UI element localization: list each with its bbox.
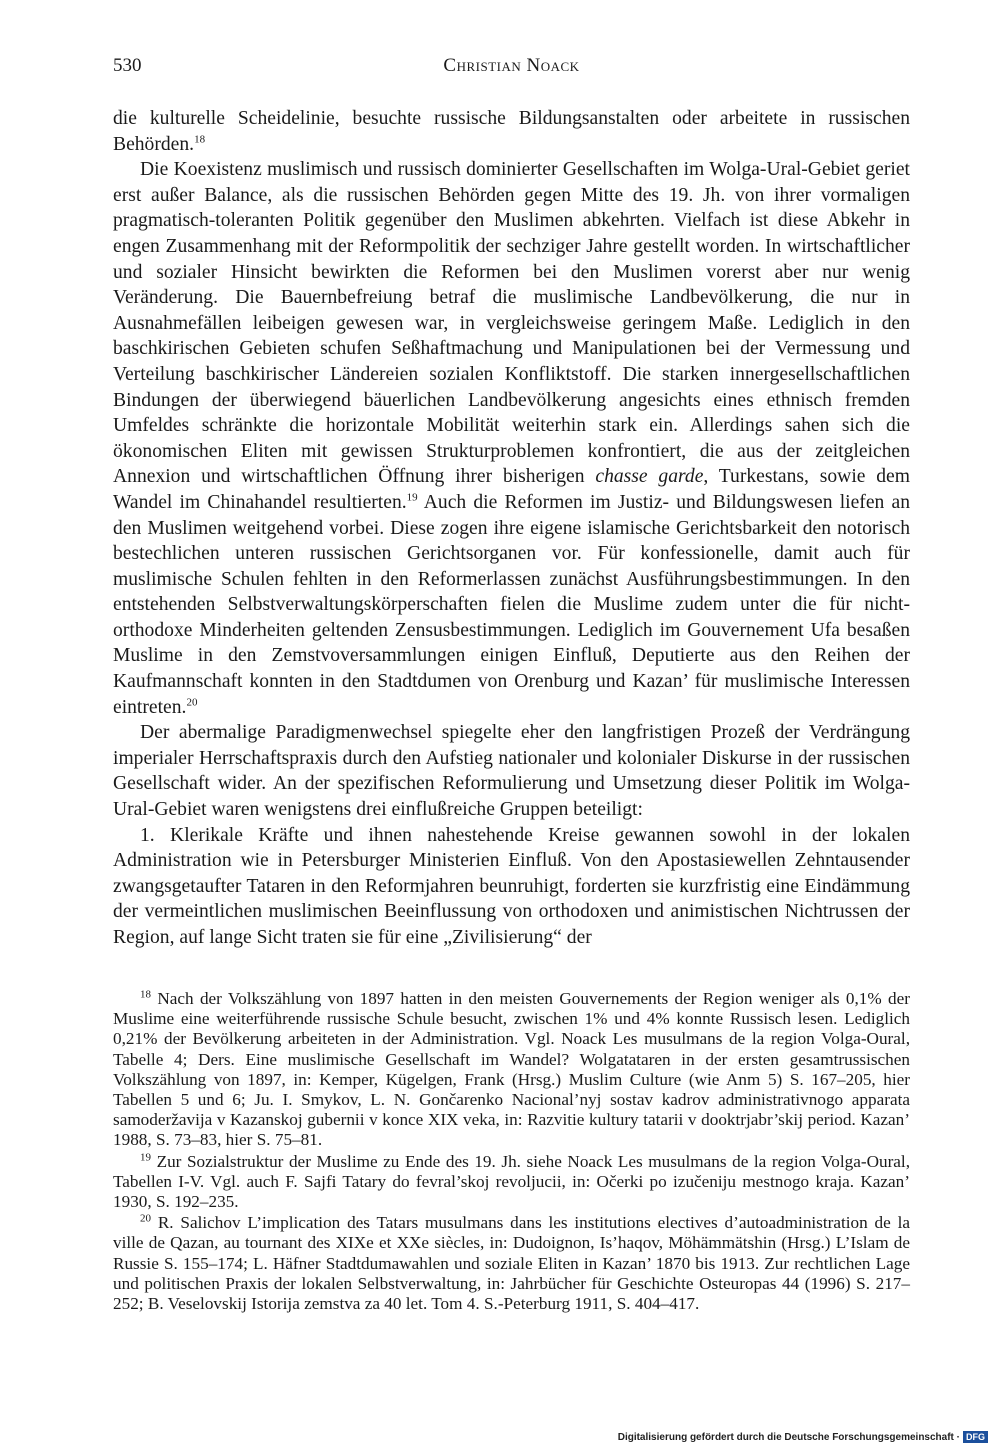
page-number: 530 xyxy=(113,55,142,76)
running-header xyxy=(113,55,910,83)
credit-text: Digitalisierung gefördert durch die Deutsche Forschungsgemeinschaft · xyxy=(617,1431,960,1443)
footnotes xyxy=(113,989,910,1314)
footnote: $^{19}$ Zur Sozialstruktur der Muslime zu Ende des 19. Jh. siehe Noack Les musulmans de la region Volga-Oural, Tabellen I-V. Vgl. auch F. Sajfi Tatary do fevral’skoj revoljucii, in: Očerki po izučeniju mestnogo kraja. Kazan’ 1930, S. 192–235. xyxy=(113,1150,910,1212)
digitization-credit xyxy=(618,1431,988,1443)
paragraph: die kulturelle Scheidelinie, besuchte russische Bildungsanstalten oder arbeitete in russischen Behörden.$^{18}$ xyxy=(113,108,910,155)
footnote-number: 20 xyxy=(140,1212,151,1225)
body-text xyxy=(113,106,910,951)
dfg-logo: DFG xyxy=(963,1431,988,1443)
footnote-number: 19 xyxy=(140,1150,151,1163)
paragraph: 1. Klerikale Kräfte und ihnen nahestehende Kreise gewannen sowohl in der lokalen Administration wie in Petersburger Ministerien Einfluß. Von den Apostasiewellen Zehntausender zwangsgetaufter Tataren in den Reformjahren beunruhigt, forderten sie kurzfristig eine Eindämmung der vermeintlichen muslimischen Beeinflussung von orthodoxen und animistischen Nichtrussen der Region, auf lange Sicht traten sie für eine „Zivilisierung“ der xyxy=(113,824,910,948)
footnote-ref: 19 xyxy=(406,491,418,504)
footnote-ref: 20 xyxy=(186,696,198,709)
italic-phrase: chasse garde xyxy=(595,466,704,488)
footnote-ref: 18 xyxy=(194,133,206,146)
footnote: $^{20}$ R. Salichov L’implication des Tatars musulmans dans les institutions electives d’autoadministration de la ville de Qazan, au tournant des XIXe et XXe siècles, in: Dudoignon, Is’haqov, Möhämmätshin (Hrsg.) L’Islam de Russie S. 155–174; L. Häfner Stadtdumawahlen und soziale Eliten in Kazan’ 1870 bis 1913. Zur rechtlichen Lage und politischen Praxis der lokalen Selbstverwaltung, in: Jahrbücher für Geschichte Osteuropas 44 (1996) S. 217–252; B. Veselovskij Istorija zemstva za 40 let. Tom 4. S.-Peterburg 1911, S. 404–417. xyxy=(113,1212,910,1314)
paragraph: Die Koexistenz muslimisch und russisch dominierter Gesellschaften im Wolga-Ural-Gebiet geriet erst außer Balance, als die russischen Behörden gegen Mitte des 19. Jh. von ihrer vormaligen pragmatisch-toleranten Politik gegenüber den Muslimen abkehrten. Vielfach ist diese Abkehr in engen Zusammenhang mit der Reformpolitik der sechziger Jahre gestellt worden. In wirtschaftlicher und sozialer Hinsicht bewirkten die Reformen bei den Muslimen vorerst aber nur wenig Veränderung. Die Bauernbefreiung betraf die muslimische Landbevölkerung, die nur in Ausnahmefällen leibeigen gewesen war, in vergleichsweise geringem Maße. Lediglich in den baschkirischen Gebieten schufen Seßhaftmachung und Manipulationen bei der Vermessung und Verteilung baschkirischer Ländereien sozialen Konfliktstoff. Die starken innergesellschaftlichen Bindungen der überwiegend bäuerlichen Landbevölkerung angesichts eines ethnisch fremden Umfeldes schränkte die horizontale Mobilität weiterhin stark ein. Allerdings sahen sich die ökonomischen Eliten mit gewissen Strukturproblemen konfrontiert, die aus der zeitgleichen Annexion und wirtschaftlichen Öffnung ihrer bisherigen chasse garde, Turkestans, sowie dem Wandel im Chinahandel resultierten.$^{19}$ Auch die Reformen im Justiz- und Bildungswesen liefen an den Muslimen weitgehend vorbei. Diese zogen ihre eigene islamische Gerichtsbarkeit den notorisch bestechlichen unteren russischen Gerichtsorganen vor. Für konfessionelle, damit auch für muslimische Schulen fehlten in den Reformerlassen zunächst Ausführungsbestimmungen. In den entstehenden Selbstverwaltungskörperschaften fielen die Muslime zudem unter die für nicht-orthodoxe Minderheiten geltenden Zensusbestimmungen. Lediglich im Gouvernement Ufa besaßen Muslime in den Zemstvoversammlungen einigen Einfluß, Deputierte aus den Reihen der Kaufmannschaft konnten in den Stadtdumen von Orenburg und Kazan’ für muslimische Interessen eintreten.$^{20}$ xyxy=(113,159,910,718)
paragraph: Der abermalige Paradigmenwechsel spiegelte eher den langfristigen Prozeß der Verdrängung imperialer Herrschaftspraxis durch den Aufstieg nationaler und kolonialer Diskurse in der russischen Gesellschaft wider. An der spezifischen Reformulierung und Umsetzung dieser Politik im Wolga-Ural-Gebiet waren wenigstens drei einflußreiche Gruppen beteiligt: xyxy=(113,722,910,821)
footnote: $^{18}$ Nach der Volkszählung von 1897 hatten in den meisten Gouvernements der Region weniger als 0,1% der Muslime eine weiterführende russische Schule besucht, zwischen 1% und 4% konnte Russisch lesen. Lediglich 0,21% der Bevölkerung arbeiteten in der Administration. Vgl. Noack Les musulmans de la region Volga-Oural, Tabelle 4; Ders. Eine muslimische Gesellschaft im Wandel? Wolgatataren in der ersten gesamtrussischen Volkszählung von 1897, in: Kemper, Kügelgen, Frank (Hrsg.) Muslim Culture (wie Anm 5) S. 167–205, hier Tabellen 5 und 6; Ju. I. Smykov, L. N. Gončarenko Nacional’nyj sostav kadrov administrativnogo apparata samoderžavija v Kazanskoj gubernii v konce XIX veka, in: Razvitie kultury tatarii v dooktrjabr’skij period. Kazan’ 1988, S. 73–83, hier S. 75–81. xyxy=(113,988,910,1150)
footnote-number: 18 xyxy=(140,988,151,1001)
running-head-author: Christian Noack xyxy=(443,55,580,76)
